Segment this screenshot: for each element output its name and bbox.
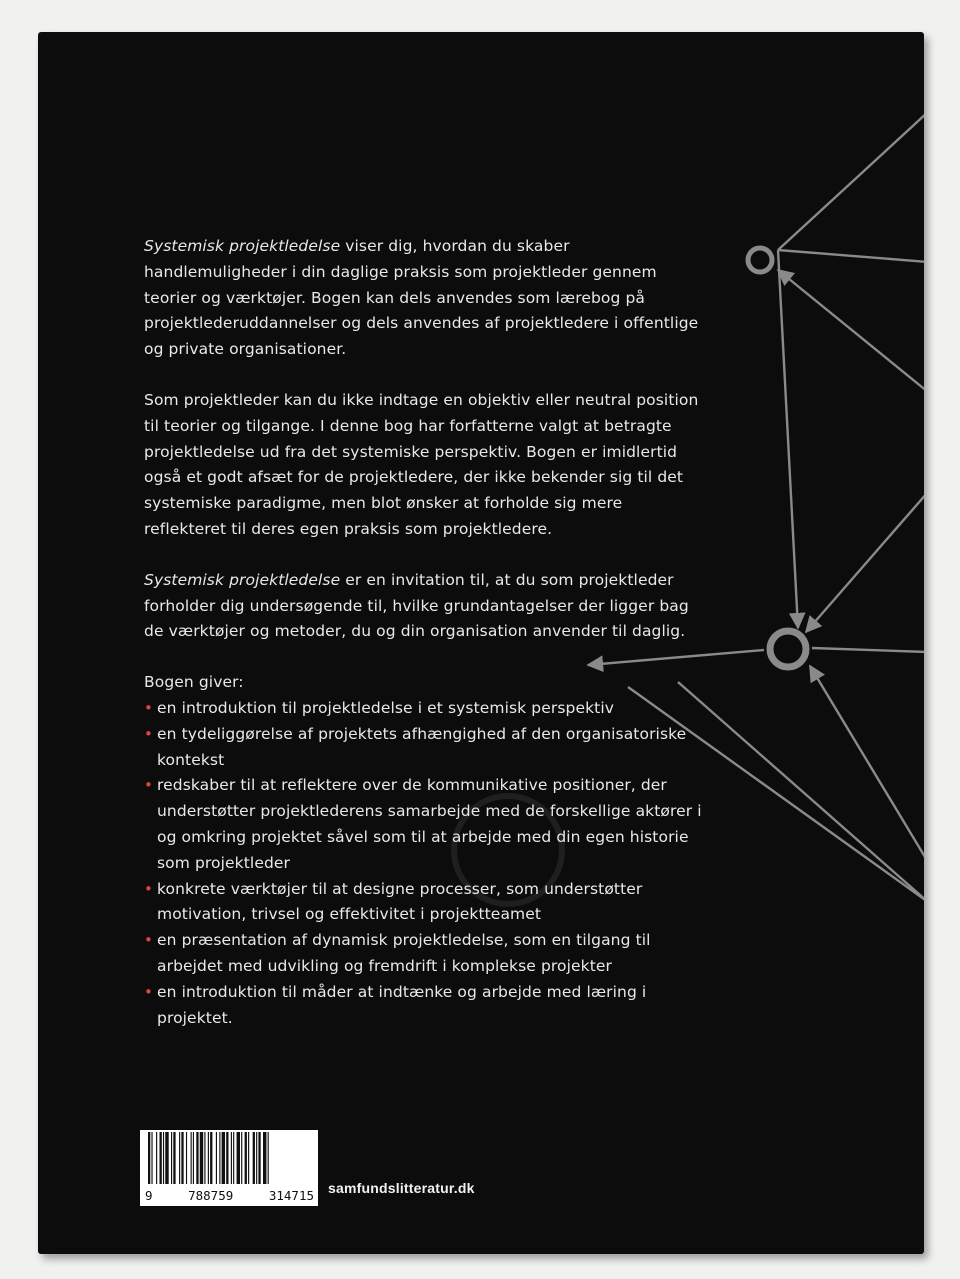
barcode-bar	[151, 1132, 152, 1184]
feature-list	[144, 696, 704, 1031]
list-item: • en introduktion til projektledelse i et systemisk perspektiv	[144, 696, 704, 722]
barcode-bar	[222, 1132, 225, 1184]
blurb-paragraph-3: Systemisk projektledelse er en invitation til, at du som projektleder forholder dig undersøgende til, hvilke grundantagelser der ligger bag de værktøjer og metoder, du og din organisation anvender til daglig.	[144, 570, 689, 641]
barcode-bar	[148, 1132, 150, 1184]
book-title-italic: Systemisk projektledelse	[144, 237, 341, 255]
book-title-italic: Systemisk projektledelse	[144, 570, 341, 589]
list-item: • redskaber til at reflektere over de kommunikative positioner, der understøtter projektlederens samarbejde med de forskellige aktører i og omkring projektet såvel som til at arbejde med din egen historie som projektleder	[144, 773, 704, 876]
barcode-bar	[241, 1132, 242, 1184]
barcode-bar	[173, 1132, 175, 1184]
barcode-bar	[193, 1132, 194, 1184]
barcode-bar	[248, 1132, 249, 1184]
barcode-bar	[258, 1132, 260, 1184]
list-item: • en tydeliggørelse af projektets afhængighed af den organisatoriske kontekst	[144, 722, 704, 774]
barcode-bar	[208, 1132, 209, 1184]
barcode-bar	[256, 1132, 257, 1184]
barcode-bar	[226, 1132, 228, 1184]
barcode-bars	[140, 1130, 318, 1188]
barcode-bar	[179, 1132, 180, 1184]
barcode-bar	[245, 1132, 247, 1184]
barcode-bar	[196, 1132, 198, 1184]
barcode-bar	[156, 1132, 157, 1184]
list-item: • konkrete værktøjer til at designe processer, som understøtter motivation, trivsel og effektivitet i projektteamet	[144, 877, 704, 929]
barcode-bar	[237, 1132, 240, 1184]
barcode-bar	[191, 1132, 192, 1184]
list-item: • en præsentation af dynamisk projektledelse, som en tilgang til arbejdet med udvikling og fremdrift i komplekse projekter	[144, 928, 704, 980]
isbn-number	[140, 1189, 318, 1203]
list-intro: Bogen giver:	[144, 673, 244, 692]
barcode-bar	[165, 1132, 168, 1184]
barcode-bar	[181, 1132, 183, 1184]
blurb-paragraph-1: Systemisk projektledelse viser dig, hvordan du skaber handlemuligheder i din daglige praksis som projektleder gennem teorier og værktøjer. Bogen kan dels anvendes som lærebog på projektlederuddannelser og dels anvendes af projektledere i offentlige og private organisationer.	[144, 237, 699, 359]
barcode-bar	[263, 1132, 266, 1184]
barcode-bar	[210, 1132, 212, 1184]
barcode-bar	[204, 1132, 205, 1184]
barcode-bar	[219, 1132, 220, 1184]
blurb-paragraph-2: Som projektleder kan du ikke indtage en objektiv eller neutral position til teorier og tilgange. I denne bog har forfatterne valgt at betragte projektledelse ud fra det systemiske perspektiv. Bogen er imidlertid også et godt afsæt for de projektledere, der ikke bekender sig til det systemiske paradigme, men blot ønsker at forholde sig mere reflekteret til deres egen praksis som projektledere.	[144, 390, 699, 538]
barcode-bar	[231, 1132, 232, 1184]
barcode-bar	[216, 1132, 217, 1184]
barcode-bar	[186, 1132, 187, 1184]
isbn-prefix: 9	[145, 1188, 153, 1203]
barcode	[140, 1130, 318, 1206]
isbn-group-2: 314715	[268, 1188, 314, 1203]
barcode-bar	[163, 1132, 164, 1184]
barcode-bar	[200, 1132, 203, 1184]
isbn-group-1: 788759	[188, 1188, 234, 1203]
barcode-bar	[268, 1132, 269, 1184]
barcode-bar	[171, 1132, 172, 1184]
publisher-url: samfundslitteratur.dk	[328, 1180, 475, 1196]
barcode-bar	[253, 1132, 255, 1184]
barcode-bar	[160, 1132, 162, 1184]
book-back-cover	[38, 32, 924, 1254]
barcode-bar	[233, 1132, 234, 1184]
list-item: • en introduktion til måder at indtænke og arbejde med læring i projektet.	[144, 980, 704, 1032]
blurb-text	[144, 234, 704, 1031]
